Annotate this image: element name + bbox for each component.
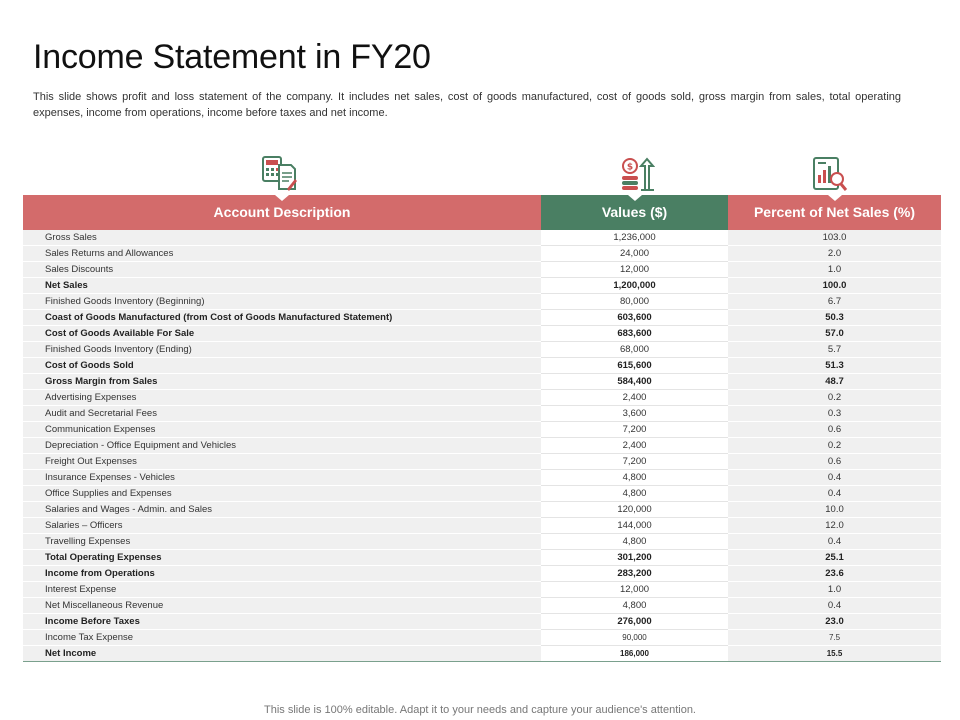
table-row <box>23 246 941 262</box>
table-row <box>23 422 941 438</box>
value-cell: 144,000 <box>541 518 728 534</box>
table-row <box>23 630 941 646</box>
account-description-cell: Coast of Goods Manufactured (from Cost of Goods Manufactured Statement) <box>23 310 541 326</box>
table-row <box>23 518 941 534</box>
value-cell: 4,800 <box>541 470 728 486</box>
page-title: Income Statement in FY20 <box>33 38 431 76</box>
value-cell: 186,000 <box>541 646 728 662</box>
account-description-cell: Income Before Taxes <box>23 614 541 630</box>
percent-cell: 10.0 <box>728 502 941 518</box>
table-row <box>23 614 941 630</box>
percent-cell: 7.5 <box>728 630 941 646</box>
percent-cell: 12.0 <box>728 518 941 534</box>
table-row <box>23 278 941 294</box>
percent-cell: 1.0 <box>728 582 941 598</box>
value-cell: 68,000 <box>541 342 728 358</box>
value-cell: 603,600 <box>541 310 728 326</box>
account-description-cell: Finished Goods Inventory (Ending) <box>23 342 541 358</box>
account-description-cell: Office Supplies and Expenses <box>23 486 541 502</box>
account-description-cell: Travelling Expenses <box>23 534 541 550</box>
header-values: Values ($) <box>541 195 728 230</box>
account-description-cell: Insurance Expenses - Vehicles <box>23 470 541 486</box>
header-account-description: Account Description <box>23 195 541 230</box>
table-row <box>23 310 941 326</box>
table-row <box>23 374 941 390</box>
table-row <box>23 598 941 614</box>
account-description-cell: Cost of Goods Sold <box>23 358 541 374</box>
report-chart-icon <box>812 155 848 193</box>
percent-cell: 1.0 <box>728 262 941 278</box>
percent-cell: 0.4 <box>728 598 941 614</box>
account-description-cell: Income from Operations <box>23 566 541 582</box>
table-row <box>23 534 941 550</box>
account-description-cell: Gross Margin from Sales <box>23 374 541 390</box>
value-cell: 4,800 <box>541 486 728 502</box>
value-cell: 24,000 <box>541 246 728 262</box>
value-cell: 2,400 <box>541 390 728 406</box>
account-description-cell: Gross Sales <box>23 230 541 246</box>
account-description-cell: Sales Discounts <box>23 262 541 278</box>
percent-cell: 0.2 <box>728 390 941 406</box>
percent-cell: 5.7 <box>728 342 941 358</box>
value-cell: 276,000 <box>541 614 728 630</box>
value-cell: 7,200 <box>541 454 728 470</box>
value-cell: 120,000 <box>541 502 728 518</box>
table-row <box>23 326 941 342</box>
percent-cell: 2.0 <box>728 246 941 262</box>
account-description-cell: Salaries and Wages - Admin. and Sales <box>23 502 541 518</box>
table-row <box>23 230 941 246</box>
account-description-cell: Finished Goods Inventory (Beginning) <box>23 294 541 310</box>
account-description-cell: Interest Expense <box>23 582 541 598</box>
header-percent-net-sales: Percent of Net Sales (%) <box>728 195 941 230</box>
account-description-cell: Depreciation - Office Equipment and Vehicles <box>23 438 541 454</box>
account-description-cell: Cost of Goods Available For Sale <box>23 326 541 342</box>
value-cell: 1,200,000 <box>541 278 728 294</box>
percent-cell: 48.7 <box>728 374 941 390</box>
percent-cell: 15.5 <box>728 646 941 662</box>
percent-cell: 23.0 <box>728 614 941 630</box>
percent-cell: 0.2 <box>728 438 941 454</box>
value-cell: 4,800 <box>541 534 728 550</box>
value-cell: 12,000 <box>541 262 728 278</box>
account-description-cell: Audit and Secretarial Fees <box>23 406 541 422</box>
value-cell: 80,000 <box>541 294 728 310</box>
percent-cell: 0.3 <box>728 406 941 422</box>
footer-note: This slide is 100% editable. Adapt it to your needs and capture your audience's attention. <box>264 704 696 716</box>
value-cell: 683,600 <box>541 326 728 342</box>
percent-cell: 103.0 <box>728 230 941 246</box>
value-cell: 4,800 <box>541 598 728 614</box>
value-cell: 12,000 <box>541 582 728 598</box>
table-row <box>23 406 941 422</box>
table-row <box>23 486 941 502</box>
value-cell: 2,400 <box>541 438 728 454</box>
account-description-cell: Sales Returns and Allowances <box>23 246 541 262</box>
table-row <box>23 262 941 278</box>
percent-cell: 100.0 <box>728 278 941 294</box>
percent-cell: 57.0 <box>728 326 941 342</box>
percent-cell: 51.3 <box>728 358 941 374</box>
table-row <box>23 390 941 406</box>
calculator-document-icon <box>261 155 297 193</box>
table-row <box>23 454 941 470</box>
table-row <box>23 582 941 598</box>
percent-cell: 0.6 <box>728 454 941 470</box>
account-description-cell: Income Tax Expense <box>23 630 541 646</box>
svg-text:$: $ <box>626 162 634 173</box>
account-description-cell: Advertising Expenses <box>23 390 541 406</box>
table-row <box>23 294 941 310</box>
account-description-cell: Salaries – Officers <box>23 518 541 534</box>
table-row <box>23 550 941 566</box>
table-row <box>23 646 941 662</box>
coins-growth-icon <box>619 155 655 193</box>
table-row <box>23 502 941 518</box>
account-description-cell: Total Operating Expenses <box>23 550 541 566</box>
percent-cell: 50.3 <box>728 310 941 326</box>
percent-cell: 25.1 <box>728 550 941 566</box>
table-row <box>23 358 941 374</box>
income-statement-table <box>23 230 941 662</box>
value-cell: 615,600 <box>541 358 728 374</box>
table-row <box>23 342 941 358</box>
value-cell: 90,000 <box>541 630 728 646</box>
table-row <box>23 566 941 582</box>
value-cell: 584,400 <box>541 374 728 390</box>
value-cell: 3,600 <box>541 406 728 422</box>
percent-cell: 0.4 <box>728 534 941 550</box>
percent-cell: 0.4 <box>728 486 941 502</box>
percent-cell: 0.4 <box>728 470 941 486</box>
account-description-cell: Net Income <box>23 646 541 662</box>
value-cell: 301,200 <box>541 550 728 566</box>
value-cell: 7,200 <box>541 422 728 438</box>
table-row <box>23 470 941 486</box>
account-description-cell: Freight Out Expenses <box>23 454 541 470</box>
percent-cell: 23.6 <box>728 566 941 582</box>
account-description-cell: Net Miscellaneous Revenue <box>23 598 541 614</box>
percent-cell: 0.6 <box>728 422 941 438</box>
percent-cell: 6.7 <box>728 294 941 310</box>
table-row <box>23 438 941 454</box>
account-description-cell: Net Sales <box>23 278 541 294</box>
value-cell: 283,200 <box>541 566 728 582</box>
slide-description: This slide shows profit and loss statement of the company. It includes net sales, cost of goods manufactured, cost of goods sold, gross margin from sales, total operating expenses, income from operations, income before taxes and net income. <box>33 91 901 119</box>
value-cell: 1,236,000 <box>541 230 728 246</box>
account-description-cell: Communication Expenses <box>23 422 541 438</box>
